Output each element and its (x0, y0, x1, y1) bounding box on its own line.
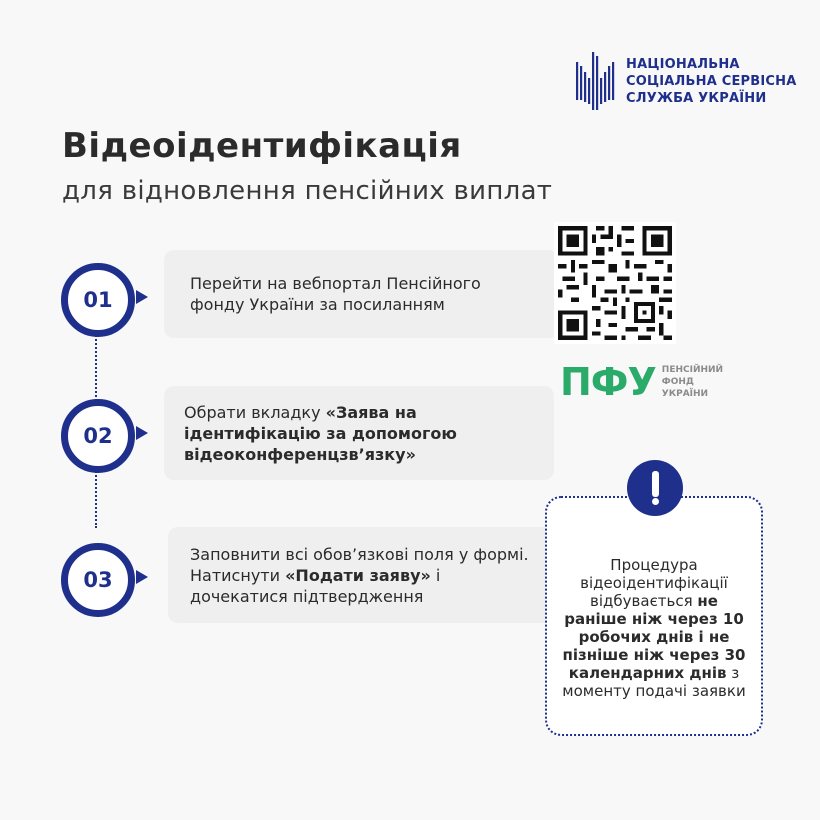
step-text-1: Перейти на вебпортал Пенсійного фонду України за посиланням (190, 274, 481, 314)
pfu-logo (560, 360, 723, 404)
step-arrow-3 (136, 570, 148, 584)
pfu-logo-text: ПЕНСІЙНИЙ ФОНД УКРАЇНИ (661, 365, 724, 399)
pfu-logo-mark: ПФУ (560, 360, 656, 404)
info-note-text: Процедура відеоідентифікації відбувається не раніше ніж через 10 робочих днів і не пізніше ніж через 30 календарних днів з моменту подачі заявки (562, 556, 746, 700)
logo-text (626, 56, 797, 107)
page-title: Відеоідентифікація (62, 126, 462, 166)
step-text-3: Заповнити всі обов’язкові поля у формі. Натиснути «Подати заяву» і дочекатися підтвердження (190, 544, 529, 606)
qr-code[interactable] (554, 222, 676, 344)
step-number-1: 01 (61, 263, 135, 337)
step-number-2: 02 (61, 399, 135, 473)
nsss-logo (574, 50, 797, 112)
trident-icon (574, 50, 618, 112)
exclamation-icon (627, 460, 683, 516)
logo-line-2: СОЦІАЛЬНА СЕРВІСНА (626, 73, 797, 89)
step-card-3 (168, 527, 558, 623)
info-note (545, 496, 763, 736)
logo-line-3: СЛУЖБА УКРАЇНИ (626, 90, 767, 106)
step-number-3: 03 (61, 543, 135, 617)
step-text-2: Обрати вкладку «Заява на ідентифікацію за допомогою відеоконференцзв’язку» (184, 402, 457, 464)
logo-line-1: НАЦІОНАЛЬНА (626, 56, 740, 72)
step-arrow-2 (136, 426, 148, 440)
step-card-1 (164, 250, 559, 338)
page-subtitle: для відновлення пенсійних виплат (62, 176, 553, 206)
step-card-2 (164, 386, 554, 480)
step-arrow-1 (136, 290, 148, 304)
